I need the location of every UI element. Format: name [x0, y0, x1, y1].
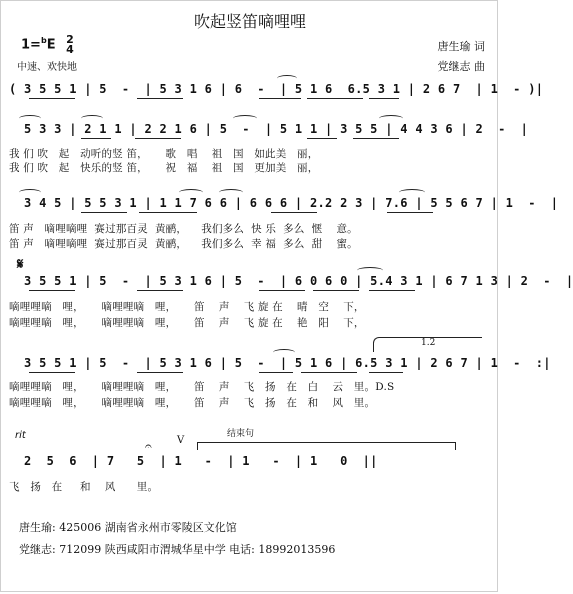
underline: [137, 290, 183, 291]
key-prefix: 1=: [21, 37, 41, 53]
underline: [81, 138, 111, 139]
lyric-verse-2: 我 们 吹 起 快乐的竖 笛， 祝 福 祖 国 更加美 丽，: [9, 162, 319, 174]
time-signature-bottom: 4: [66, 43, 74, 56]
lyric-verse-1: 笛 声 嘀哩嘀哩 赛过那百灵 黄鹂， 我们多么 快 乐 多么 惬 意。: [9, 223, 358, 235]
underline: [81, 212, 127, 213]
underline: [313, 290, 359, 291]
underline: [369, 290, 415, 291]
coda-label: 结束句: [227, 429, 255, 439]
lyric-verse-2: 笛 声 嘀哩嘀哩 赛过那百灵 黄鹂， 我们多么 幸 福 多么 甜 蜜。: [9, 238, 358, 250]
key-flat: b: [40, 36, 47, 46]
coda-bracket: [197, 442, 455, 443]
ritardando-marking: rit: [15, 430, 26, 441]
notation-line-ending: 2 5 6 | 7 5 | 1 - | 1 - | 1 0 ||: [9, 454, 378, 468]
key-signature: [21, 35, 74, 55]
underline: [307, 98, 363, 99]
underline: [369, 98, 399, 99]
underline: [135, 138, 181, 139]
time-signature-top: 2: [66, 33, 74, 46]
underline: [259, 290, 305, 291]
contact-lyricist: 唐生瑜: 425006 湖南省永州市零陵区文化馆: [19, 521, 237, 534]
volta-number: 1.2: [421, 338, 436, 348]
underline: [137, 372, 183, 373]
segno-sign: 𝄋: [17, 255, 24, 273]
song-title: 吹起竖笛嘀哩哩: [193, 12, 306, 31]
key-note: E: [46, 37, 56, 53]
underline: [139, 212, 197, 213]
composer-credit: 党继志 曲: [437, 60, 485, 73]
lyric-verse-1: 嘀哩哩嘀 哩， 嘀哩哩嘀 哩， 笛 声 飞 扬 在 白 云 里。D.S: [9, 381, 395, 393]
breath-mark: V: [177, 435, 185, 446]
underline: [259, 372, 293, 373]
underline: [271, 212, 317, 213]
time-signature: [66, 35, 74, 55]
lyricist-credit: 唐生瑜 词: [437, 40, 485, 53]
underline: [29, 372, 75, 373]
coda-bracket-right: [455, 442, 456, 450]
underline: [29, 290, 75, 291]
notation-line: 3 5 5 1 | 5 - | 5 3 1 6 | 5 - | 6 0 6 0 | 5.4 3 1 | 6 7 1 3 | 2 - |: [9, 274, 573, 288]
underline: [29, 98, 75, 99]
slur: [277, 75, 297, 82]
underline: [307, 138, 337, 139]
underline: [353, 138, 399, 139]
lyric-verse-1: 嘀哩哩嘀 哩， 嘀哩哩嘀 哩， 笛 声 飞 旋 在 晴 空 下，: [9, 301, 365, 313]
underline: [369, 372, 403, 373]
contact-composer: 党继志: 712099 陕西咸阳市渭城华星中学 电话: 18992013596: [19, 543, 336, 556]
underline: [259, 98, 301, 99]
notation-line: 5 3 3 | 2 1 1 | 2 2 1 6 | 5 - | 5 1 1 | 3 5 5 | 4 4 3 6 | 2 - |: [9, 122, 529, 136]
lyric-verse-1: 我 们 吹 起 动听的竖 笛， 歌 唱 祖 国 如此美 丽，: [9, 148, 319, 160]
coda-bracket-left: [197, 442, 198, 450]
lyric-verse-2: 嘀哩哩嘀 哩， 嘀哩哩嘀 哩， 笛 声 飞 扬 在 和 风 里。: [9, 397, 376, 409]
underline: [387, 212, 433, 213]
lyric-ending: 飞 扬 在 和 风 里。: [9, 481, 159, 493]
lyric-verse-2: 嘀哩哩嘀 哩， 嘀哩哩嘀 哩， 笛 声 飞 旋 在 艳 阳 下，: [9, 317, 365, 329]
notation-line-intro: ( 3 5 5 1 | 5 - | 5 3 1 6 | 6 - | 5 1 6 6.5 3 1 | 2 6 7 | 1 - )|: [9, 82, 544, 96]
notation-line: 3 5 5 1 | 5 - | 5 3 1 6 | 5 - | 5 1 6 | 6.5 3 1 | 2 6 7 | 1 - :|: [9, 356, 551, 370]
notation-line: 3 4 5 | 5 5 3 1 | 1 1 7 6 6 | 6 6 6 | 2.2 2 3 | 7.6 | 5 5 6 7 | 1 - |: [9, 196, 559, 210]
tempo-marking: 中速、欢快地: [17, 62, 77, 73]
underline: [301, 372, 357, 373]
fermata-icon: 𝄐: [145, 439, 152, 453]
underline: [137, 98, 183, 99]
